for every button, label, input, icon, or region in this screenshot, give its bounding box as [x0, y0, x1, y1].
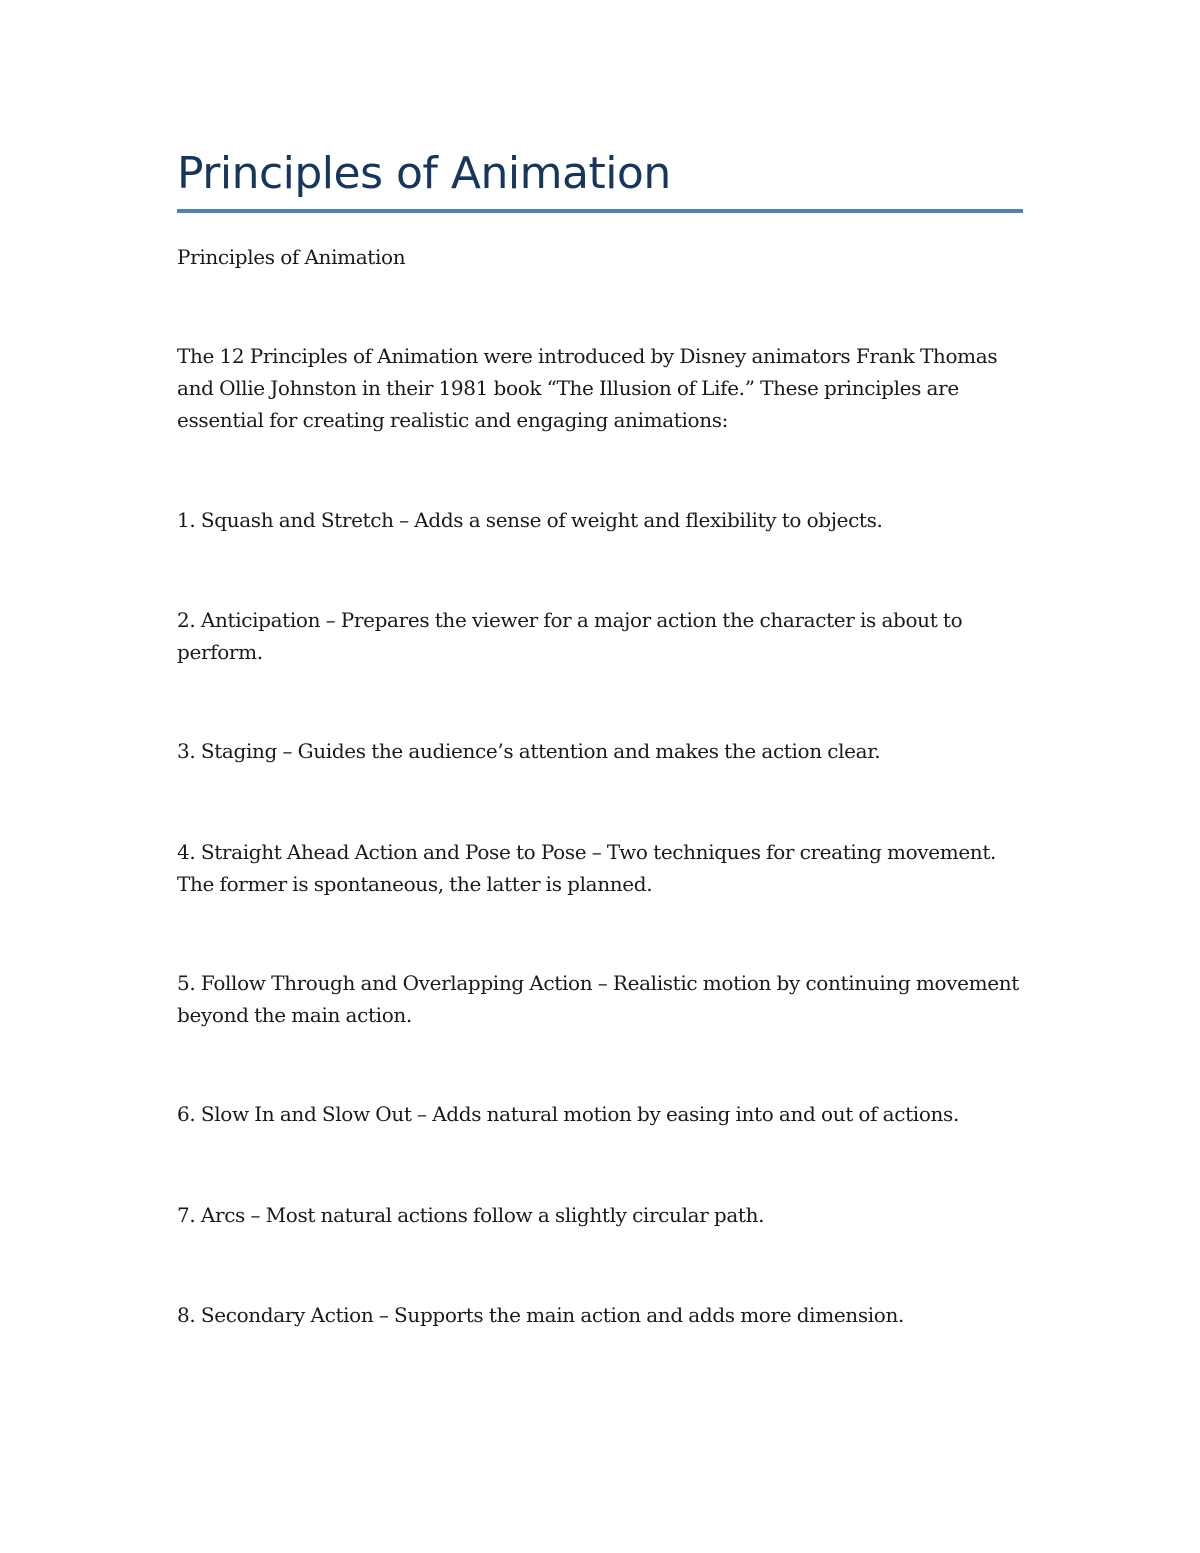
list-item: 5. Follow Through and Overlapping Action – Realistic motion by continuing movement beyond the main action. [177, 971, 1019, 1027]
list-item: 3. Staging – Guides the audience’s attention and makes the action clear. [177, 739, 881, 763]
list-item: 4. Straight Ahead Action and Pose to Pose – Two techniques for creating movement. The former is spontaneous, the latter is planned. [177, 840, 997, 896]
list-item: 8. Secondary Action – Supports the main action and adds more dimension. [177, 1303, 905, 1327]
list-item: 6. Slow In and Slow Out – Adds natural motion by easing into and out of actions. [177, 1102, 959, 1126]
subtitle-paragraph: Principles of Animation [177, 245, 406, 269]
list-item: 7. Arcs – Most natural actions follow a slightly circular path. [177, 1203, 765, 1227]
list-item: 2. Anticipation – Prepares the viewer for a major action the character is about to perform. [177, 608, 963, 664]
intro-paragraph: The 12 Principles of Animation were introduced by Disney animators Frank Thomas and Ollie Johnston in their 1981 book “The Illusion of Life.” These principles are essential for creating realistic and engaging animations: [177, 344, 998, 432]
title-underline [177, 209, 1023, 213]
list-item: 1. Squash and Stretch – Adds a sense of weight and flexibility to objects. [177, 508, 883, 532]
document-title: Principles of Animation [177, 148, 671, 199]
